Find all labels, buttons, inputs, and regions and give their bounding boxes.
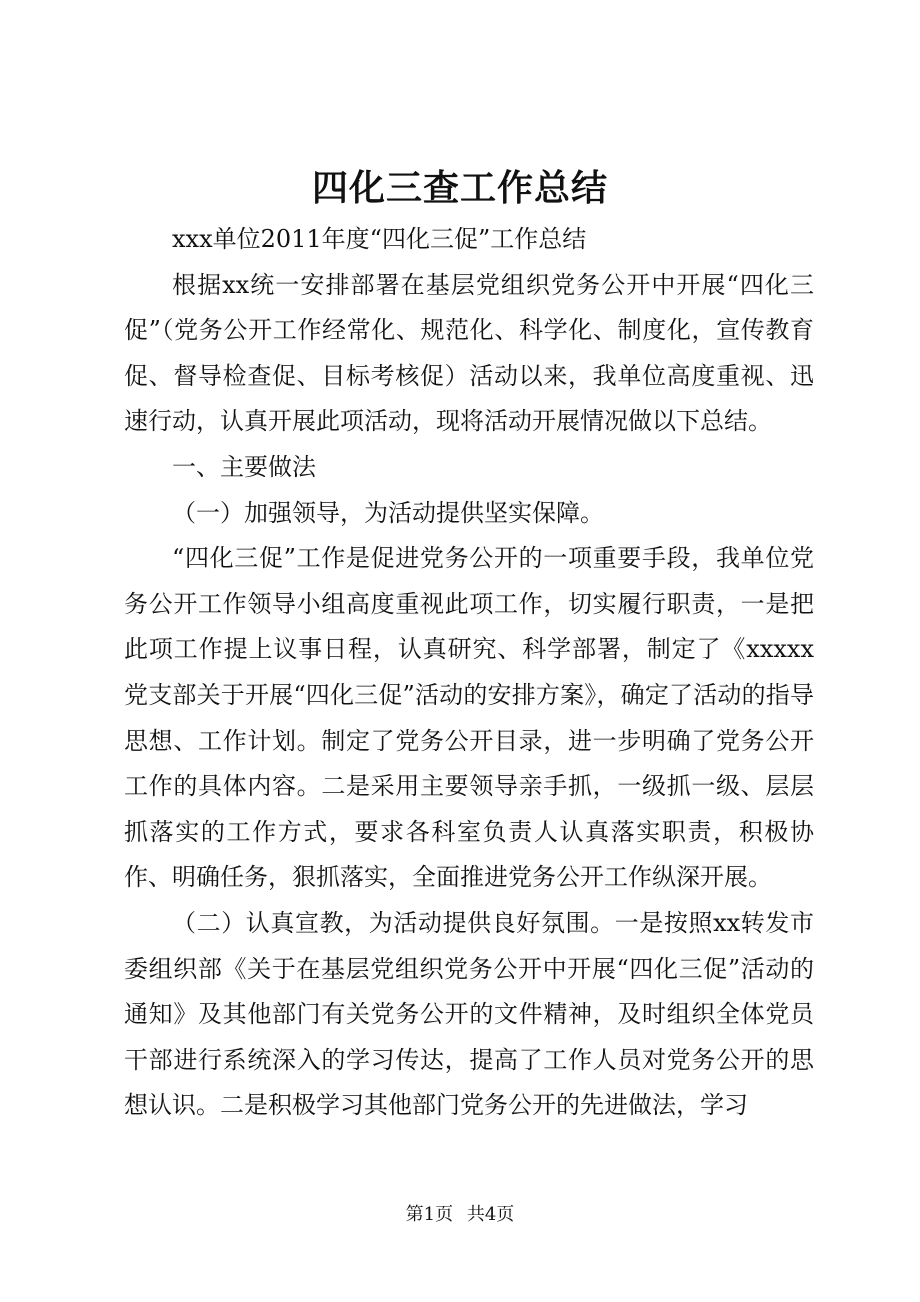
document-body (124, 217, 814, 1129)
leadership-paragraph: “四化三促”工作是促进党务公开的一项重要手段，我单位党务公开工作领导小组高度重视此项工作，切实履行职责，一是把此项工作提上议事日程，认真研究、科学部署，制定了《xxxxx党支部关于开展“四化三促”活动的安排方案》，确定了活动的指导思想、工作计划。制定了党务公开目录，进一步明确了党务公开工作的具体内容。二是采用主要领导亲手抓，一级抓一级、层层抓落实的工作方式，要求各科室负责人认真落实职责，积极协作、明确任务，狠抓落实，全面推进党务公开工作纵深开展。 (124, 544, 814, 892)
total-pages: 共4页 (466, 1204, 515, 1225)
document-title: 四化三查工作总结 (311, 167, 608, 209)
intro-paragraph: 根据xx统一安排部署在基层党组织党务公开中开展“四化三促”（党务公开工作经常化、规范化、科学化、制度化，宣传教育促、督导检查促、目标考核促）活动以来，我单位高度重视、迅速行动，认真开展此项活动，现将活动开展情况做以下总结。 (124, 270, 814, 436)
publicity-paragraph: （二）认真宣教，为活动提供良好氛围。一是按照xx转发市委组织部《关于在基层党组织党务公开中开展“四化三促”活动的通知》及其他部门有关党务公开的文件精神，及时组织全体党员干部进行系统深入的学习传达，提高了工作人员对党务公开的思想认识。二是积极学习其他部门党务公开的先进做法，学习 (124, 908, 814, 1120)
page-number: 第1页 (405, 1204, 454, 1225)
subsection-heading-leadership: （一）加强领导，为活动提供坚实保障。 (172, 498, 604, 527)
section-heading-main-methods: 一、主要做法 (172, 452, 316, 481)
page-footer (0, 1200, 920, 1226)
subtitle-paragraph: xxx单位2011年度“四化三促”工作总结 (172, 225, 587, 253)
